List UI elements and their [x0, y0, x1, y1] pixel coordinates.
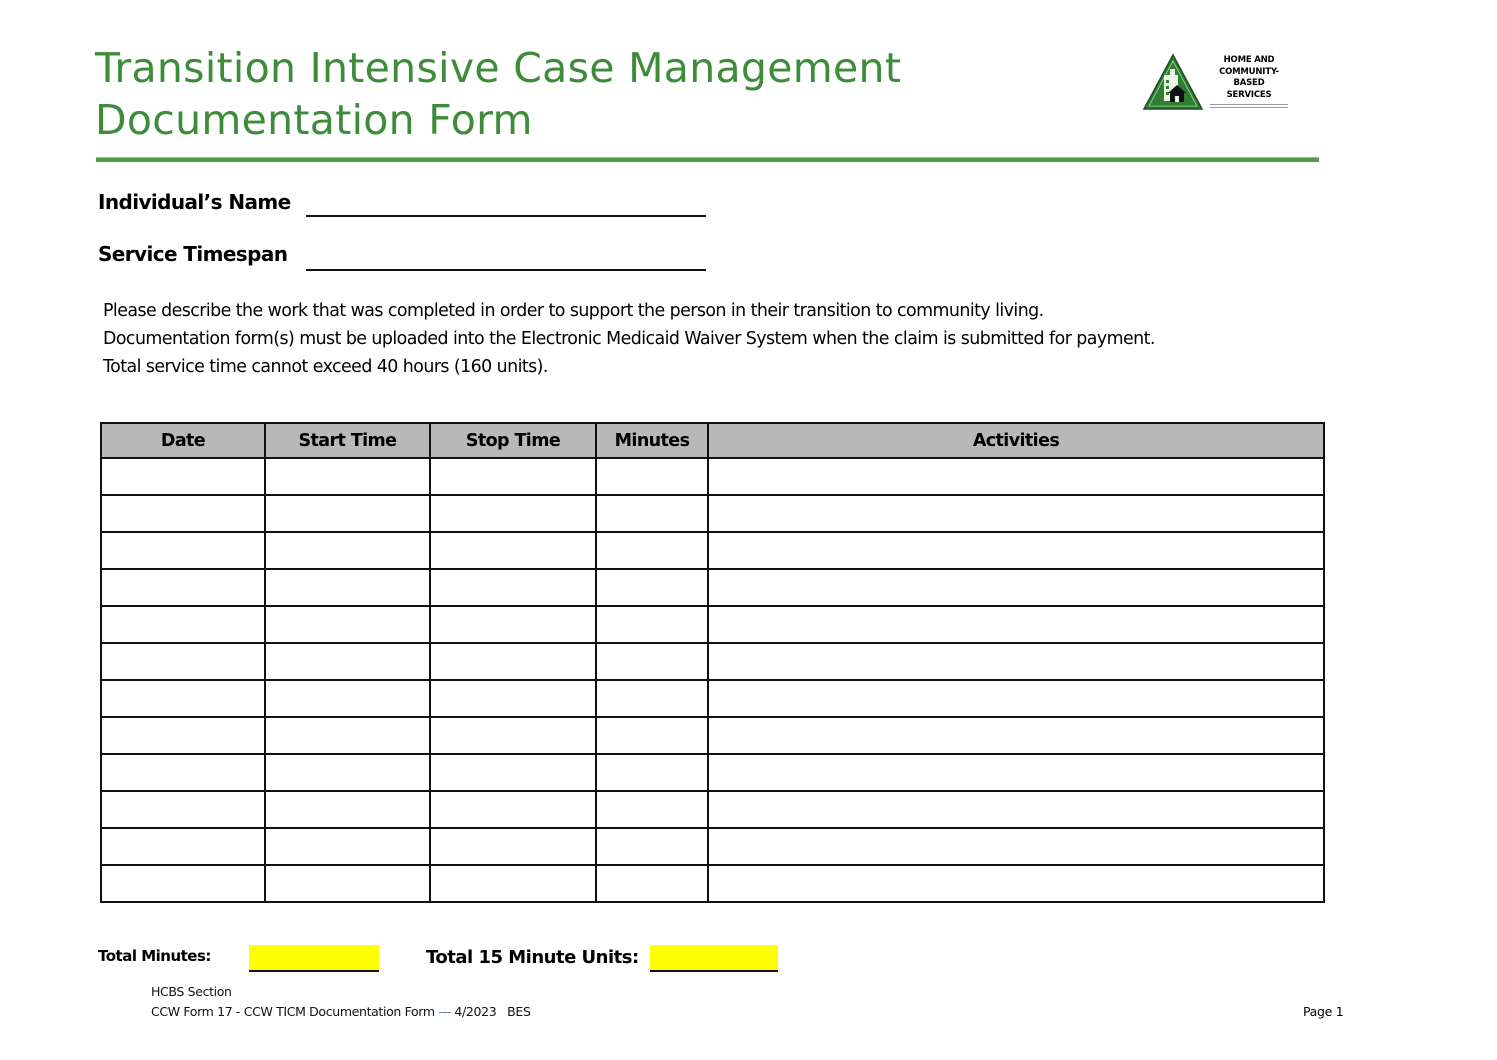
cell-activities[interactable] — [708, 569, 1324, 606]
service-timespan-label: Service Timespan — [98, 242, 288, 266]
cell-minutes[interactable] — [596, 532, 708, 569]
cell-start-time[interactable] — [265, 865, 430, 902]
cell-date[interactable] — [101, 532, 265, 569]
cell-stop-time[interactable] — [430, 754, 596, 791]
cell-date[interactable] — [101, 865, 265, 902]
page-title — [95, 42, 901, 146]
cell-stop-time[interactable] — [430, 569, 596, 606]
table-row — [101, 458, 1324, 495]
footer-form-id: CCW Form 17 - CCW TICM Documentation Form — [151, 1004, 435, 1019]
cell-date[interactable] — [101, 458, 265, 495]
cell-minutes[interactable] — [596, 828, 708, 865]
cell-activities[interactable] — [708, 643, 1324, 680]
cell-minutes[interactable] — [596, 717, 708, 754]
cell-stop-time[interactable] — [430, 717, 596, 754]
cell-activities[interactable] — [708, 754, 1324, 791]
table-row — [101, 791, 1324, 828]
cell-minutes[interactable] — [596, 606, 708, 643]
logo-text-line-2: COMMUNITY- — [1219, 66, 1279, 77]
logo-text-line-4: SERVICES — [1226, 89, 1272, 100]
cell-start-time[interactable] — [265, 828, 430, 865]
table-header-row — [101, 423, 1324, 458]
instruction-line-1: Please describe the work that was completed in order to support the person in their transition to community living. — [103, 301, 1044, 321]
footer-dash: --- — [438, 1004, 451, 1019]
cell-stop-time[interactable] — [430, 643, 596, 680]
cell-activities[interactable] — [708, 606, 1324, 643]
cell-stop-time[interactable] — [430, 495, 596, 532]
cell-date[interactable] — [101, 495, 265, 532]
footer-revision: 4/2023 BES — [454, 1004, 531, 1019]
page-number: Page 1 — [1303, 1004, 1344, 1019]
cell-start-time[interactable] — [265, 717, 430, 754]
individual-name-underline — [306, 215, 706, 217]
individual-name-input[interactable] — [306, 187, 710, 215]
table-row — [101, 532, 1324, 569]
column-header-start-time: Start Time — [265, 423, 430, 458]
cell-date[interactable] — [101, 791, 265, 828]
total-minutes-label: Total Minutes: — [98, 947, 211, 965]
activity-log-table — [100, 422, 1325, 903]
cell-activities[interactable] — [708, 791, 1324, 828]
column-header-activities: Activities — [708, 423, 1324, 458]
table-row — [101, 606, 1324, 643]
cell-stop-time[interactable] — [430, 458, 596, 495]
cell-stop-time[interactable] — [430, 865, 596, 902]
cell-activities[interactable] — [708, 458, 1324, 495]
table-row — [101, 643, 1324, 680]
cell-start-time[interactable] — [265, 754, 430, 791]
cell-activities[interactable] — [708, 828, 1324, 865]
logo-text — [1208, 55, 1290, 101]
cell-minutes[interactable] — [596, 754, 708, 791]
cell-start-time[interactable] — [265, 495, 430, 532]
table-row — [101, 828, 1324, 865]
individual-name-field — [98, 190, 291, 214]
table-body — [101, 458, 1324, 902]
column-header-stop-time: Stop Time — [430, 423, 596, 458]
cell-start-time[interactable] — [265, 643, 430, 680]
cell-minutes[interactable] — [596, 865, 708, 902]
cell-minutes[interactable] — [596, 643, 708, 680]
instruction-line-2: Documentation form(s) must be uploaded into the Electronic Medicaid Waiver System when the claim is submitted for payment. — [103, 329, 1155, 349]
total-minutes-input[interactable] — [249, 945, 379, 972]
cell-minutes[interactable] — [596, 791, 708, 828]
cell-date[interactable] — [101, 828, 265, 865]
service-timespan-underline — [306, 269, 706, 271]
cell-minutes[interactable] — [596, 569, 708, 606]
cell-date[interactable] — [101, 606, 265, 643]
cell-stop-time[interactable] — [430, 606, 596, 643]
cell-date[interactable] — [101, 754, 265, 791]
cell-date[interactable] — [101, 717, 265, 754]
column-header-minutes: Minutes — [596, 423, 708, 458]
service-timespan-field — [98, 242, 287, 266]
cell-date[interactable] — [101, 643, 265, 680]
footer-section: HCBS Section — [151, 984, 232, 999]
logo-text-line-1: HOME AND — [1223, 55, 1275, 65]
cell-date[interactable] — [101, 569, 265, 606]
table-row — [101, 680, 1324, 717]
table-row — [101, 495, 1324, 532]
cell-start-time[interactable] — [265, 458, 430, 495]
title-line-2: Documentation Form — [95, 96, 533, 144]
logo-subtext — [1210, 104, 1288, 110]
table-row — [101, 865, 1324, 902]
table-row — [101, 754, 1324, 791]
cell-date[interactable] — [101, 680, 265, 717]
cell-minutes[interactable] — [596, 495, 708, 532]
cell-minutes[interactable] — [596, 680, 708, 717]
table-row — [101, 717, 1324, 754]
footer-form-info — [151, 1002, 531, 1022]
cell-stop-time[interactable] — [430, 828, 596, 865]
cell-activities[interactable] — [708, 717, 1324, 754]
cell-activities[interactable] — [708, 865, 1324, 902]
cell-activities[interactable] — [708, 680, 1324, 717]
title-line-1: Transition Intensive Case Management — [95, 44, 902, 92]
service-timespan-input[interactable] — [306, 241, 710, 269]
footer — [151, 982, 531, 1022]
cell-minutes[interactable] — [596, 458, 708, 495]
cell-activities[interactable] — [708, 532, 1324, 569]
column-header-date: Date — [101, 423, 265, 458]
table-row — [101, 569, 1324, 606]
cell-start-time[interactable] — [265, 532, 430, 569]
cell-stop-time[interactable] — [430, 532, 596, 569]
total-units-input[interactable] — [650, 945, 778, 972]
cell-start-time[interactable] — [265, 680, 430, 717]
individual-name-label: Individual’s Name — [98, 190, 291, 214]
instructions — [103, 297, 1155, 381]
instruction-line-3: Total service time cannot exceed 40 hours (160 units). — [103, 357, 548, 377]
cell-stop-time[interactable] — [430, 791, 596, 828]
cell-start-time[interactable] — [265, 791, 430, 828]
cell-stop-time[interactable] — [430, 680, 596, 717]
header-divider — [96, 157, 1319, 162]
cell-activities[interactable] — [708, 495, 1324, 532]
cell-start-time[interactable] — [265, 606, 430, 643]
cell-start-time[interactable] — [265, 569, 430, 606]
logo-text-line-3: BASED — [1233, 78, 1265, 88]
total-units-label: Total 15 Minute Units: — [426, 947, 639, 968]
